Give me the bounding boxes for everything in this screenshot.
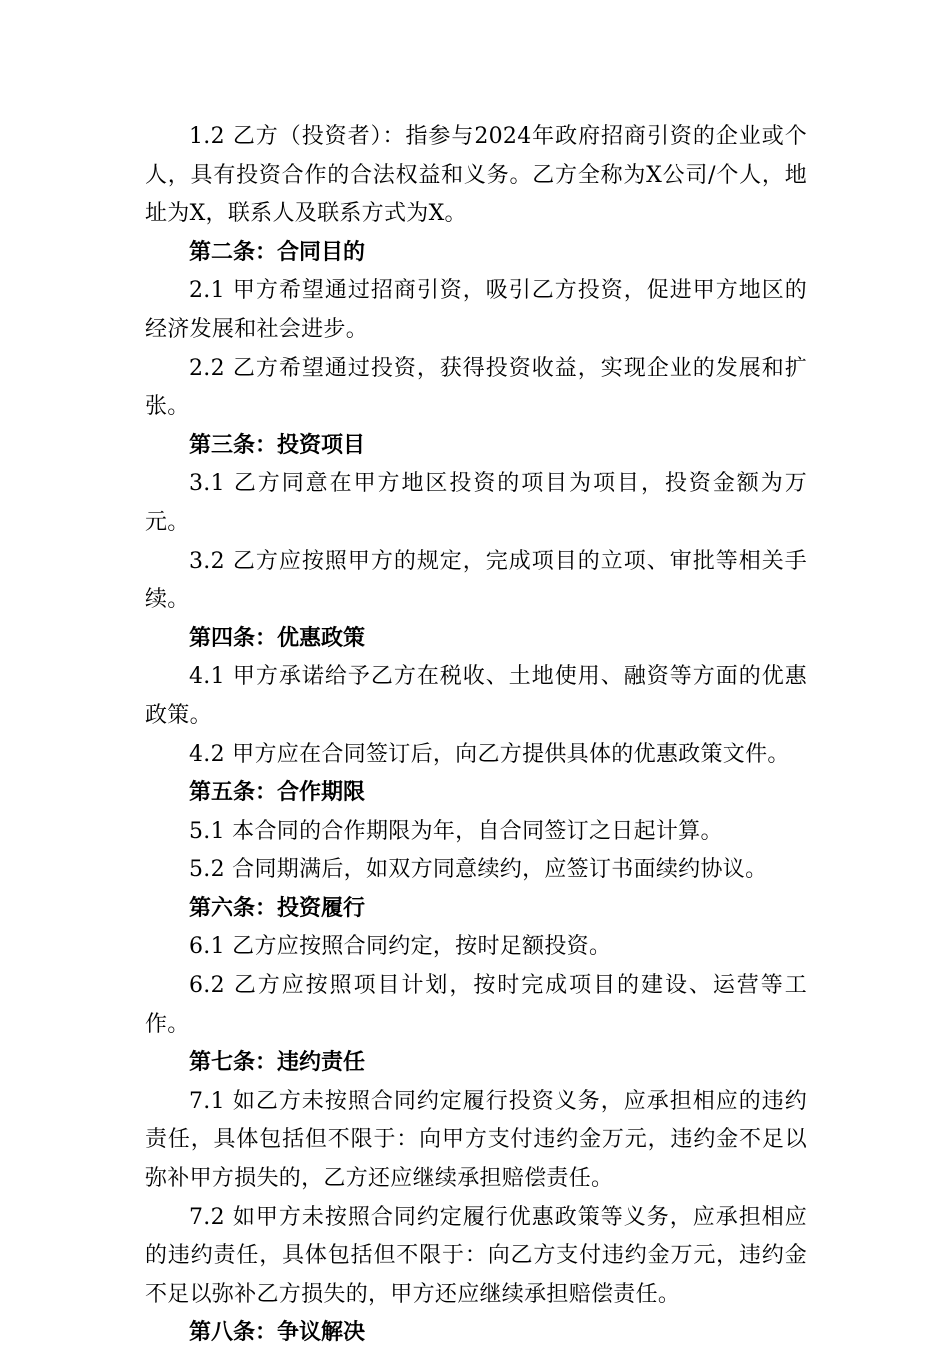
clause-7-1: 7.1 如乙方未按照合同约定履行投资义务，应承担相应的违约责任，具体包括但不限于：向甲方支付违约金万元，违约金不足以弥补甲方损失的，乙方还应继续承担赔偿责任。 <box>145 1088 807 1192</box>
article-2-heading: 第二条：合同目的 <box>189 239 366 265</box>
article-5-heading: 第五条：合作期限 <box>189 780 366 806</box>
article-4-heading: 第四条：优惠政策 <box>189 625 366 651</box>
clause-4-1: 4.1 甲方承诺给予乙方在税收、土地使用、融资等方面的优惠政策。 <box>145 664 807 728</box>
clause-6-1: 6.1 乙方应按照合同约定，按时足额投资。 <box>189 934 612 960</box>
clause-3-2: 3.2 乙方应按照甲方的规定，完成项目的立项、审批等相关手续。 <box>145 548 807 613</box>
article-8-heading: 第八条：争议解决 <box>189 1320 366 1346</box>
article-7-heading: 第七条：违约责任 <box>189 1050 366 1076</box>
article-3-heading: 第三条：投资项目 <box>189 432 366 458</box>
clause-2-2: 2.2 乙方希望通过投资，获得投资收益，实现企业的发展和扩张。 <box>145 355 807 420</box>
clause-4-2: 4.2 甲方应在合同签订后，向乙方提供具体的优惠政策文件。 <box>189 741 790 767</box>
clause-1-2: 1.2 乙方（投资者）：指参与2024年政府招商引资的企业或个人，具有投资合作的合法权益和义务。乙方全称为X公司/个人，地址为X，联系人及联系方式为X。 <box>145 124 807 227</box>
clause-3-1: 3.1 乙方同意在甲方地区投资的项目为项目，投资金额为万元。 <box>145 471 807 535</box>
clause-5-1: 5.1 本合同的合作期限为年，自合同签订之日起计算。 <box>189 818 723 844</box>
document-page <box>145 118 807 1353</box>
clause-7-2: 7.2 如甲方未按照合同约定履行优惠政策等义务，应承担相应的违约责任，具体包括但不限于：向乙方支付违约金万元，违约金不足以弥补乙方损失的，甲方还应继续承担赔偿责任。 <box>145 1204 807 1307</box>
clause-6-2: 6.2 乙方应按照项目计划，按时完成项目的建设、运营等工作。 <box>145 973 807 1037</box>
clause-5-2: 5.2 合同期满后，如双方同意续约，应签订书面续约协议。 <box>189 857 768 883</box>
article-6-heading: 第六条：投资履行 <box>189 895 366 921</box>
clause-2-1: 2.1 甲方希望通过招商引资，吸引乙方投资，促进甲方地区的经济发展和社会进步。 <box>145 278 807 342</box>
